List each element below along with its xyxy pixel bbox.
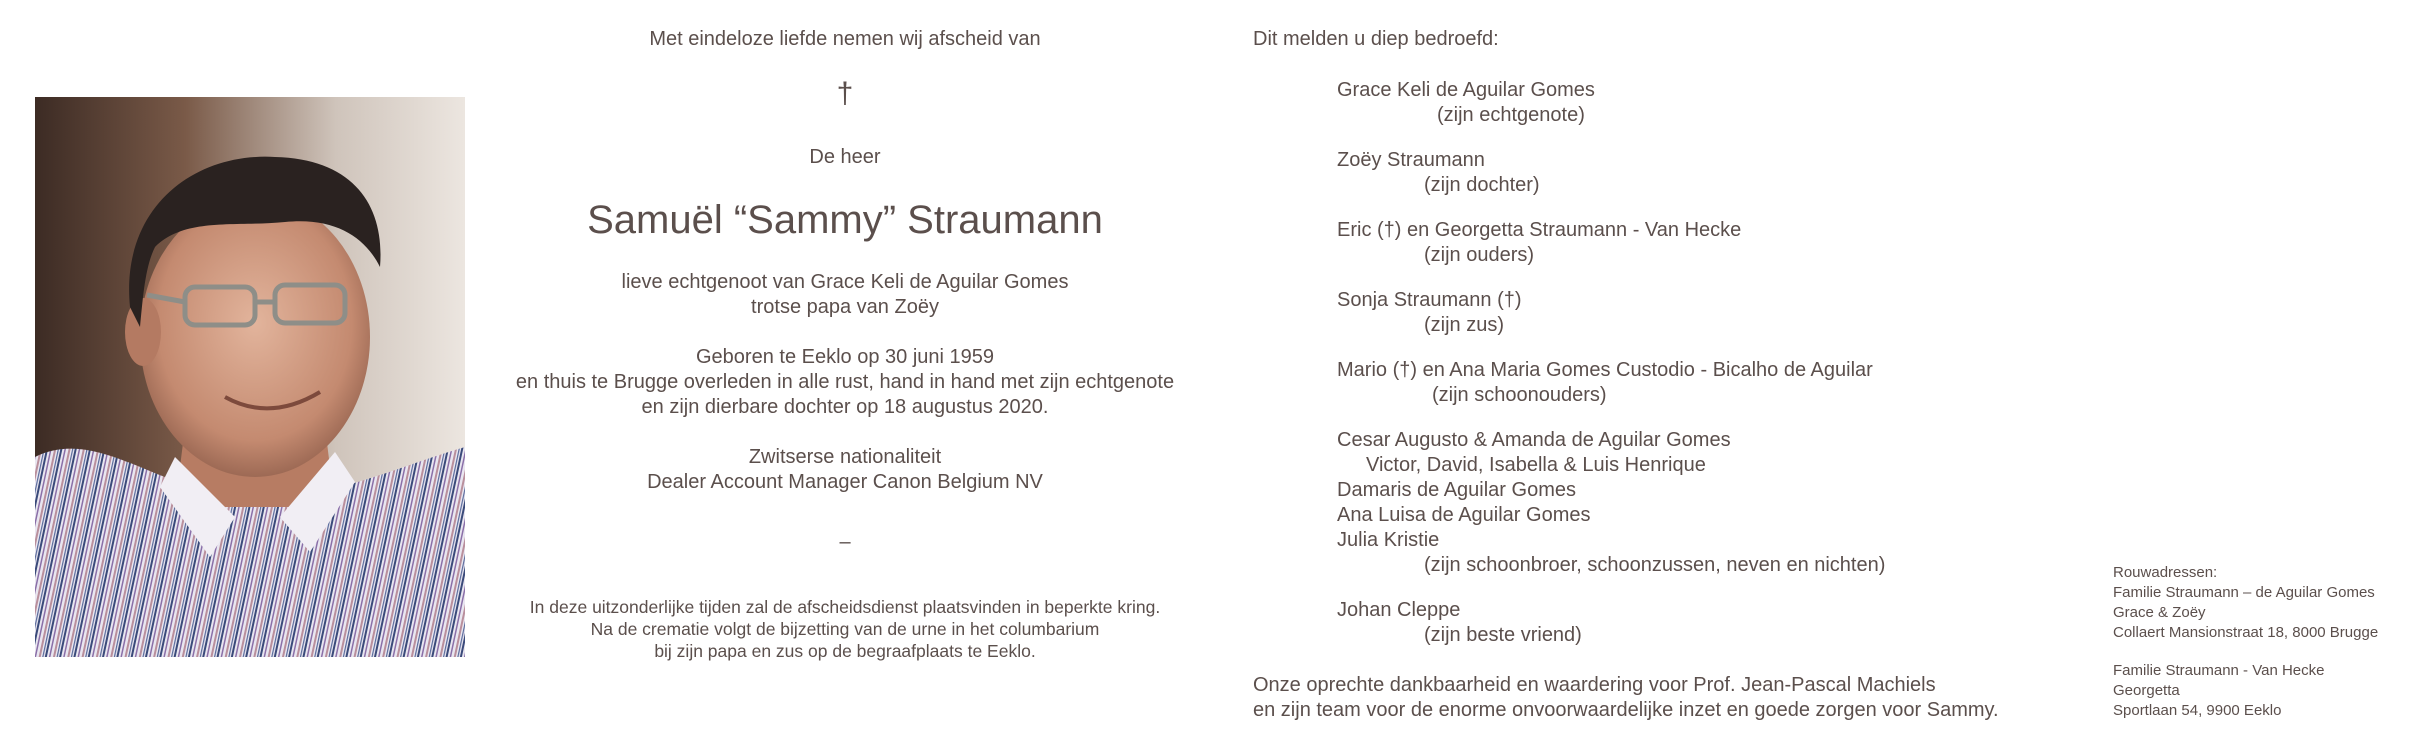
death-line: en thuis te Brugge overleden in alle rust, hand in hand met zijn echtgenote: [515, 371, 1175, 393]
birth-line: Geboren te Eeklo op 30 juni 1959: [696, 346, 994, 368]
relation-line: trotse papa van Zoëy: [751, 296, 939, 318]
family-relation: (zijn beste vriend): [1424, 624, 1582, 646]
ceremony-line: bij zijn papa en zus op de begraafplaats te Eeklo.: [654, 641, 1036, 661]
family-relation: (zijn dochter): [1424, 174, 1540, 196]
family-name: Ana Luisa de Aguilar Gomes: [1337, 504, 1591, 526]
family-relation: (zijn zus): [1424, 314, 1505, 336]
family-name: Cesar Augusto & Amanda de Aguilar Gomes: [1337, 429, 1731, 451]
address-line: Familie Straumann – de Aguilar Gomes: [2113, 584, 2375, 601]
ceremony-line: Na de crematie volgt de bijzetting van de urne in het columbarium: [590, 619, 1100, 639]
thanks-line: en zijn team voor de enorme onvoorwaardelijke inzet en goede zorgen voor Sammy.: [1253, 699, 1999, 721]
portrait-photo: [35, 97, 465, 657]
family-relation: (zijn schoonouders): [1432, 384, 1607, 406]
separator-dash: –: [839, 531, 851, 553]
address-line: Sportlaan 54, 9900 Eeklo: [2113, 702, 2282, 719]
thanks-line: Onze oprechte dankbaarheid en waardering voor Prof. Jean-Pascal Machiels: [1253, 674, 1936, 696]
family-name: Johan Cleppe: [1337, 599, 1461, 621]
death-line: en zijn dierbare dochter op 18 augustus 2020.: [641, 396, 1049, 418]
family-relation: (zijn schoonbroer, schoonzussen, neven en nichten): [1424, 554, 1886, 576]
relation-line: lieve echtgenoot van Grace Keli de Aguilar Gomes: [621, 271, 1069, 293]
family-name: Grace Keli de Aguilar Gomes: [1337, 79, 1595, 101]
address-line: Georgetta: [2113, 682, 2180, 699]
family-name: Damaris de Aguilar Gomes: [1337, 479, 1576, 501]
family-name: Sonja Straumann (†): [1337, 289, 1522, 311]
family-relation: (zijn ouders): [1424, 244, 1535, 266]
family-name: Eric (†) en Georgetta Straumann - Van Hecke: [1337, 219, 1742, 241]
family-relation: (zijn echtgenote): [1437, 104, 1585, 126]
cross-icon: †: [836, 77, 854, 110]
nationality-text: Zwitserse nationaliteit: [748, 446, 942, 468]
family-name: Zoëy Straumann: [1337, 149, 1485, 171]
ceremony-line: In deze uitzonderlijke tijden zal de afscheidsdienst plaatsvinden in beperkte kring.: [529, 597, 1161, 617]
deceased-name: Samuël “Sammy” Straumann: [587, 198, 1103, 242]
profession-text: Dealer Account Manager Canon Belgium NV: [647, 471, 1043, 493]
family-name: Victor, David, Isabella & Luis Henrique: [1366, 454, 1706, 476]
address-line: Familie Straumann - Van Hecke: [2113, 662, 2325, 679]
address-line: Grace & Zoëy: [2113, 604, 2206, 621]
address-heading: Rouwadressen:: [2113, 564, 2218, 581]
address-line: Collaert Mansionstraat 18, 8000 Brugge: [2113, 624, 2379, 641]
title-text: De heer: [809, 146, 881, 168]
family-name: Mario (†) en Ana Maria Gomes Custodio - Bicalho de Aguilar: [1337, 359, 1873, 381]
family-name: Julia Kristie: [1337, 529, 1440, 551]
intro-text: Met eindeloze liefde nemen wij afscheid van: [649, 28, 1041, 50]
family-heading: Dit melden u diep bedroefd:: [1253, 28, 1499, 50]
